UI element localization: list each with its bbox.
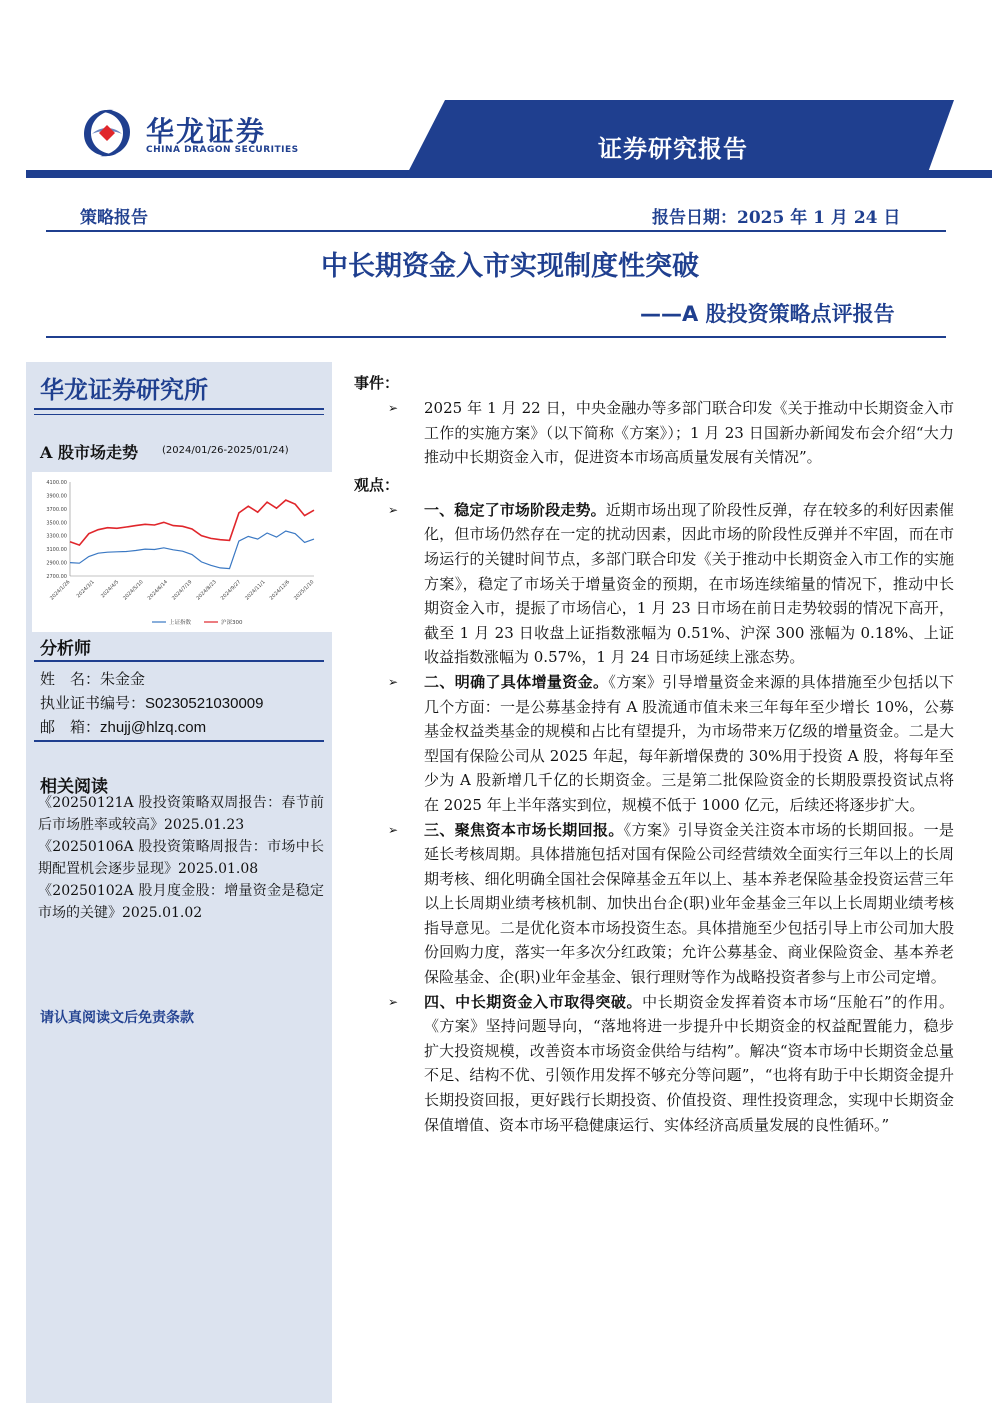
y-tick-label: 3700.00 [46,506,67,513]
legend-label: 上证指数 [169,620,192,626]
analyst-license: S0230521030009 [145,695,264,712]
x-tick-label: 2024/9/27 [219,579,243,602]
related-item[interactable]: 《20250121A 股投资策略双周报告：春节前后市场胜率或较高》2025.01.23 [38,795,324,833]
x-tick-label: 2024/11/1 [244,579,267,602]
report-type: 证券研究报告 [598,134,748,163]
report-category: 策略报告 [80,208,148,228]
sidebar-divider-thin [34,414,324,415]
analyst-license-row [40,692,263,713]
view-point-lead: 二、明确了具体增量资金。 [424,672,609,691]
analyst-name-row [40,668,145,689]
y-tick-label: 3500.00 [46,520,67,527]
report-date: 报告日期：2025 年 1 月 24 日 [652,208,901,228]
x-tick-label: 2025/1/10 [293,579,316,602]
header-divider [46,230,946,232]
company-name-cn: 华龙证券 [146,115,267,148]
x-tick-label: 2024/3/1 [75,579,96,600]
analyst-license-label: 执业证书编号： [40,694,146,712]
analyst-email[interactable]: zhujj@hlzq.com [100,719,207,736]
company-logo-icon [78,104,136,162]
y-tick-label: 2700.00 [46,574,67,580]
page-title: 中长期资金入市实现制度性突破 [321,251,699,282]
view-point-lead: 四、中长期资金入市取得突破。 [424,992,643,1011]
main-content [354,370,954,1137]
view-point-3 [354,818,954,990]
view-point-lead: 一、稳定了市场阶段走势。 [424,500,606,519]
analyst-email-label: 邮 箱： [40,718,101,736]
view-point-text: 《方案》引导增量资金来源的具体措施至少包括以下几个方面：一是公募基金持有 A 股流通市值未来三年每年至少增长 10%，公募基金权益类基金的规模和占比有望提升，为市场带来万亿级的增量资金。二是大型国有保险公司从 2025 年起，每年新增保费的 30%用于投资 A 股，将每年至少为 A 股新增几千亿的长期资金。三是第二批保险资金的长期股票投资试点将在 2025 年上半年落实到位，规模不低于 1000 亿元，后续还将逐步扩大。 [424,672,954,814]
market-trend-title: A 股市场走势 [40,443,138,462]
related-heading: 相关阅读 [40,777,108,797]
view-point-text: 中长期资金发挥着资本市场“压舱石”的作用。《方案》坚持问题导向，“落地将进一步提升中长期资金的权益配置能力，稳步扩大投资规模，改善资本市场资金供给与结构”。解决“资本市场中长期资金总量不足、结构不优、引领作用发挥不够充分等问题”，“也将有助于中长期资金提升长期投资回报，更好践行长期投资、价值投资、理性投资理念，实现中长期资金保值增值、资本市场平稳健康运行、实体经济高质量发展的良性循环。” [424,992,954,1134]
analyst-email-row [40,716,206,737]
analyst-name: 朱金金 [100,670,146,688]
x-tick-label: 2024/1/26 [49,579,72,602]
arrow-bullet-icon: ➢ [388,674,399,689]
page-subtitle: ——A 股投资策略点评报告 [640,302,895,326]
analyst-divider [34,660,324,662]
sidebar [26,362,332,1403]
y-tick-label: 4100.00 [46,480,67,486]
event-text: 2025 年 1 月 22 日，中央金融办等多部门联合印发《关于推动中长期资金入市工作的实施方案》（以下简称《方案》）；1 月 23 日国新办新闻发布会介绍“大力推动中长期资金入市，促进资本市场高质量发展有关情况”。 [424,399,954,467]
arrow-bullet-icon: ➢ [388,401,399,415]
y-tick-label: 3100.00 [46,547,67,554]
market-trend-chart [32,472,332,632]
view-point-2 [354,670,954,818]
arrow-bullet-icon: ➢ [388,502,399,517]
analyst-name-label: 姓 名： [40,670,101,688]
arrow-bullet-icon: ➢ [388,994,399,1009]
institute-name: 华龙证券研究所 [40,376,208,404]
event-paragraph [354,396,954,470]
title-divider [46,336,946,338]
view-point-4 [354,990,954,1138]
sidebar-divider [34,408,324,410]
related-item[interactable]: 《20250106A 股投资策略周报告：市场中长期配置机会逐步显现》2025.01.08 [38,839,324,877]
y-tick-label: 3900.00 [46,493,67,500]
view-point-1 [354,498,954,670]
market-trend-range: (2024/01/26-2025/01/24) [162,445,289,456]
disclaimer-note: 请认真阅读文后免责条款 [40,1010,194,1026]
y-tick-label: 3300.00 [46,533,67,540]
x-tick-label: 2024/6/14 [146,579,170,602]
view-point-text: 近期市场出现了阶段性反弹，存在较多的利好因素催化，但市场仍然存在一定的扰动因素，因此市场的阶段性反弹并不牢固，而在市场运行的关键时间节点，多部门联合印发《关于推动中长期资金入市工作的实施方案》，稳定了市场关于增量资金的预期，在市场连续缩量的情况下，推动中长期资金入市，提振了市场信心，1 月 23 日市场在前日走势较弱的情况下高开，截至 1 月 23 日收盘上证指数涨幅为 0.51%、沪深 300 涨幅为 0.18%、上证收益指数涨幅为 0.57%，1 月 24 日市场延续上涨态势。 [424,500,954,667]
x-tick-label: 2024/8/23 [195,579,218,602]
event-heading: 事件： [354,374,400,392]
analyst-heading: 分析师 [40,639,91,659]
company-name-en: CHINA DRAGON SECURITIES [146,145,299,155]
view-point-lead: 三、聚焦资本市场长期回报。 [424,820,624,839]
arrow-bullet-icon: ➢ [388,822,399,837]
x-tick-label: 2024/7/19 [171,579,194,602]
y-tick-label: 2900.00 [46,560,67,567]
views-heading: 观点： [354,475,400,494]
x-tick-label: 2024/4/5 [100,579,121,600]
chart-background [32,472,332,632]
related-item[interactable]: 《20250102A 股月度金股：增量资金是稳定市场的关键》2025.01.02 [38,883,324,921]
analyst-bottom-divider [34,740,324,742]
view-point-text: 《方案》引导资金关注资本市场的长期回报。一是延长考核周期。具体措施包括对国有保险公司经营绩效全面实行三年以上的长周期考核、细化明确全国社会保障基金五年以上、基本养老保险基金投资运营三年以上长周期业绩考核机制、加快出台企(职)业年金基金三年以上长周期业绩考核指导意见。二是优化资本市场投资生态。具体措施至少包括引导上市公司加大股份回购力度，落实一年多次分红政策；允许公募基金、商业保险资金、基本养老保险基金、企(职)业年金基金、银行理财等作为战略投资者参与上市公司定增。 [424,820,954,987]
related-list [38,792,324,924]
x-tick-label: 2024/12/6 [268,579,292,602]
legend-label: 沪深300 [221,620,243,626]
x-tick-label: 2024/5/10 [122,579,145,602]
